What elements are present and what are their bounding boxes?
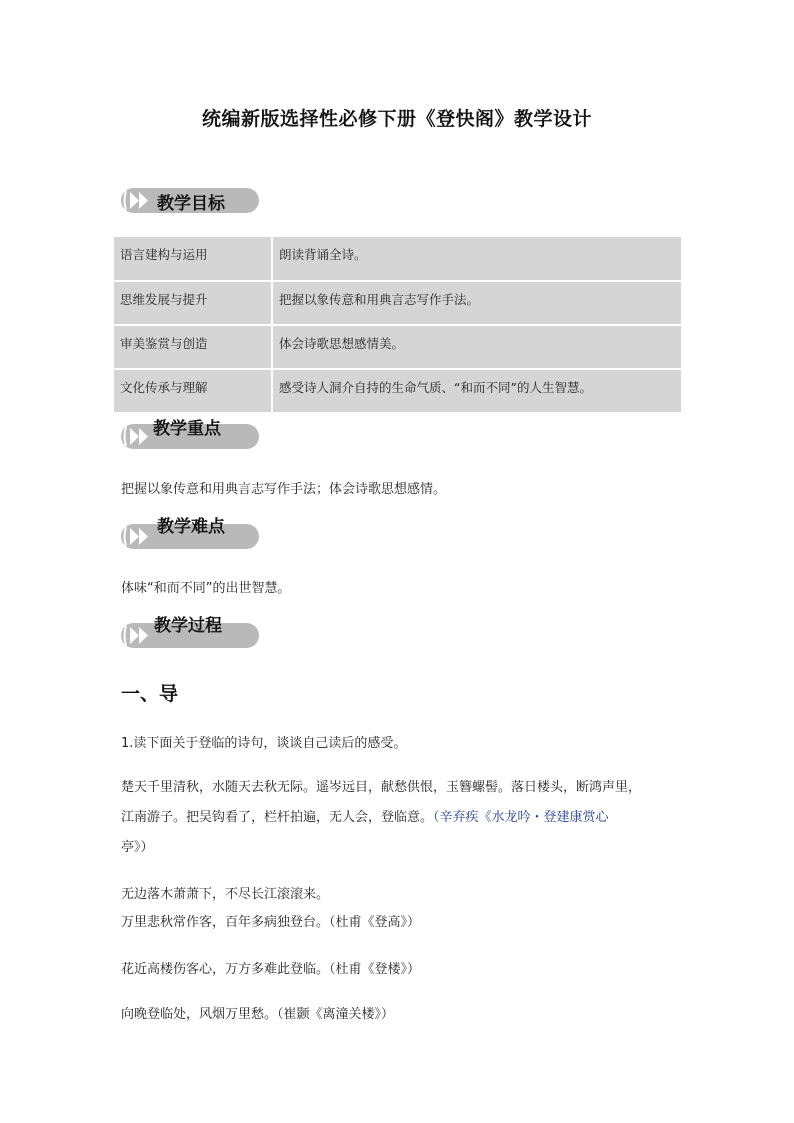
table-cell-category: 语言建构与运用 — [114, 237, 272, 281]
poem-1-text: 江南游子。把吴钩看了，栏杆拍遍，无人会，登临意。 — [121, 810, 434, 825]
double-arrow-icon — [123, 526, 153, 547]
table-cell-content: 感受诗人洞介自持的生命气质、“和而不同”的人生智慧。 — [272, 369, 681, 413]
double-arrow-icon — [123, 190, 153, 211]
section-title: 教学重点 — [153, 419, 221, 439]
difficulties-text: 体味“和而不同”的出世智慧。 — [121, 581, 291, 596]
section-header-process — [121, 616, 261, 650]
section-header-difficulties — [121, 517, 261, 551]
section-title: 教学难点 — [157, 517, 225, 537]
key-points-text: 把握以象传意和用典言志写作手法；体会诗歌思想感情。 — [121, 482, 447, 497]
double-arrow-icon — [123, 625, 153, 646]
section-header-key-points — [121, 419, 261, 451]
table-row — [114, 281, 681, 325]
poem-2-line-2: 万里悲秋常作客，百年多病独登台。（杜甫《登高》） — [121, 915, 421, 930]
section-title: 教学过程 — [154, 616, 222, 636]
poem-4: 向晚登临处，风烟万里愁。（崔颢《离潼关楼》） — [121, 1007, 395, 1022]
objectives-table — [114, 237, 681, 414]
table-row — [114, 325, 681, 369]
table-cell-content: 体会诗歌思想感情美。 — [272, 325, 681, 369]
step-1-instruction: 1.读下面关于登临的诗句，谈谈自己读后的感受。 — [121, 736, 407, 751]
poem-1-line-2 — [121, 803, 691, 832]
table-cell-content: 朗读背诵全诗。 — [272, 237, 681, 281]
table-cell-category: 审美鉴赏与创造 — [114, 325, 272, 369]
table-row — [114, 237, 681, 281]
table-cell-category: 思维发展与提升 — [114, 281, 272, 325]
poem-1-line-3: 亭》） — [121, 840, 154, 855]
section-header-objectives — [121, 188, 261, 215]
double-arrow-icon — [123, 426, 153, 447]
poem-1-line-1: 楚天千里清秋，水随天去秋无际。遥岑远目，献愁供恨，玉簪螺髻。落日楼头，断鸿声里， — [121, 780, 642, 795]
poem-2-line-1: 无边落木萧萧下，不尽长江滚滚来。 — [121, 887, 330, 902]
page-title: 统编新版选择性必修下册《登快阁》教学设计 — [201, 108, 592, 130]
table-cell-category: 文化传承与理解 — [114, 369, 272, 413]
table-cell-content: 把握以象传意和用典言志写作手法。 — [272, 281, 681, 325]
table-row — [114, 369, 681, 413]
poem-1-source: （辛弃疾《水龙吟・登建康赏心 — [433, 810, 609, 825]
section-title: 教学目标 — [157, 194, 225, 214]
process-heading: 一、导 — [121, 683, 179, 705]
poem-3: 花近高楼伤客心，万方多难此登临。（杜甫《登楼》） — [121, 962, 421, 977]
